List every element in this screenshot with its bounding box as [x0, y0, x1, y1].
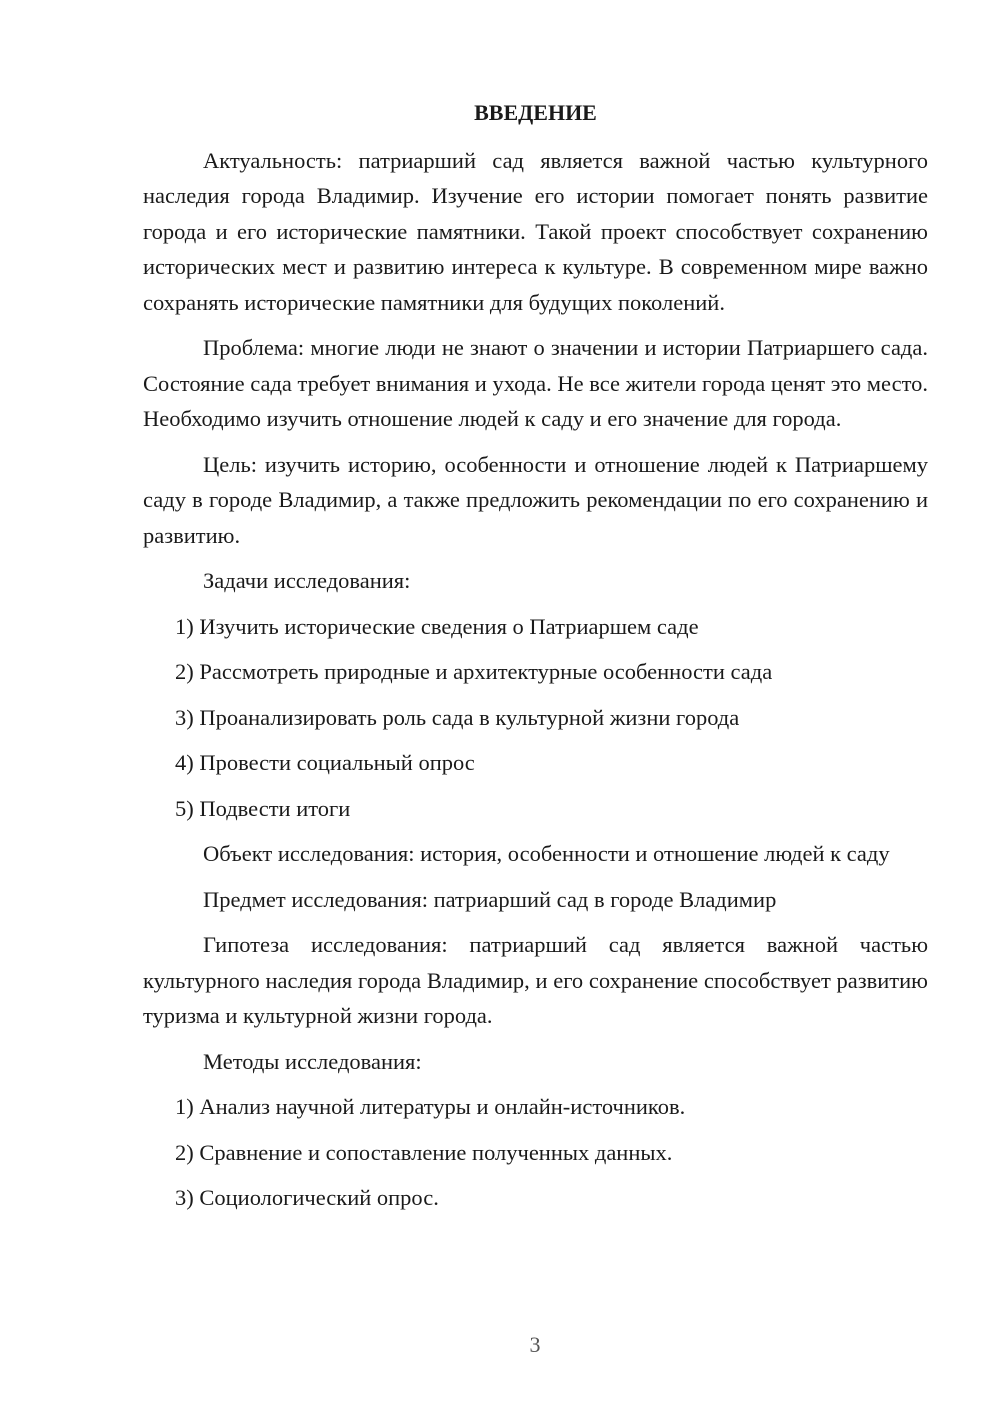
problem-paragraph: Проблема: многие люди не знают о значении и истории Патриаршего сада. Состояние сада требует внимания и ухода. Не все жители города ценят это место. Необходимо изучить отношение людей к саду и его значение для города.	[143, 335, 928, 431]
object-paragraph: Объект исследования: история, особенности и отношение людей к саду	[203, 841, 890, 866]
list-item: 2) Рассмотреть природные и архитектурные особенности сада	[175, 659, 773, 684]
list-item: 3) Проанализировать роль сада в культурной жизни города	[175, 704, 740, 730]
list-item: 1) Изучить исторические сведения о Патриаршем саде	[175, 613, 699, 639]
page-title: ВВЕДЕНИЕ	[474, 100, 597, 125]
document-page	[143, 95, 928, 1226]
methods-heading: Методы исследования:	[203, 1048, 422, 1074]
list-item: 3) Социологический опрос.	[175, 1185, 439, 1210]
goal-paragraph: Цель: изучить историю, особенности и отношение людей к Патриаршему саду в городе Владимир, а также предложить рекомендации по его сохранению и развитию.	[143, 451, 928, 548]
tasks-list	[143, 609, 928, 827]
hypothesis-paragraph: Гипотеза исследования: патриарший сад является важной частью культурного наследия города Владимир, и его сохранение способствует развитию туризма и культурной жизни города.	[143, 932, 928, 1028]
methods-list	[143, 1089, 928, 1216]
list-item: 1) Анализ научной литературы и онлайн-источников.	[175, 1094, 686, 1119]
subject-paragraph: Предмет исследования: патриарший сад в городе Владимир	[203, 886, 777, 912]
list-item: 4) Провести социальный опрос	[175, 750, 475, 775]
page-number: 3	[529, 1332, 541, 1357]
list-item: 5) Подвести итоги	[175, 795, 351, 821]
tasks-heading: Задачи исследования:	[203, 568, 411, 593]
list-item: 2) Сравнение и сопоставление полученных данных.	[175, 1139, 673, 1165]
relevance-paragraph: Актуальность: патриарший сад является важной частью культурного наследия города Владимир. Изучение его истории помогает понять развитие города и его исторические памятники. Такой проект способствует сохранению исторических мест и развитию интереса к культуре. В современном мире важно сохранять исторические памятники для будущих поколений.	[143, 147, 928, 315]
